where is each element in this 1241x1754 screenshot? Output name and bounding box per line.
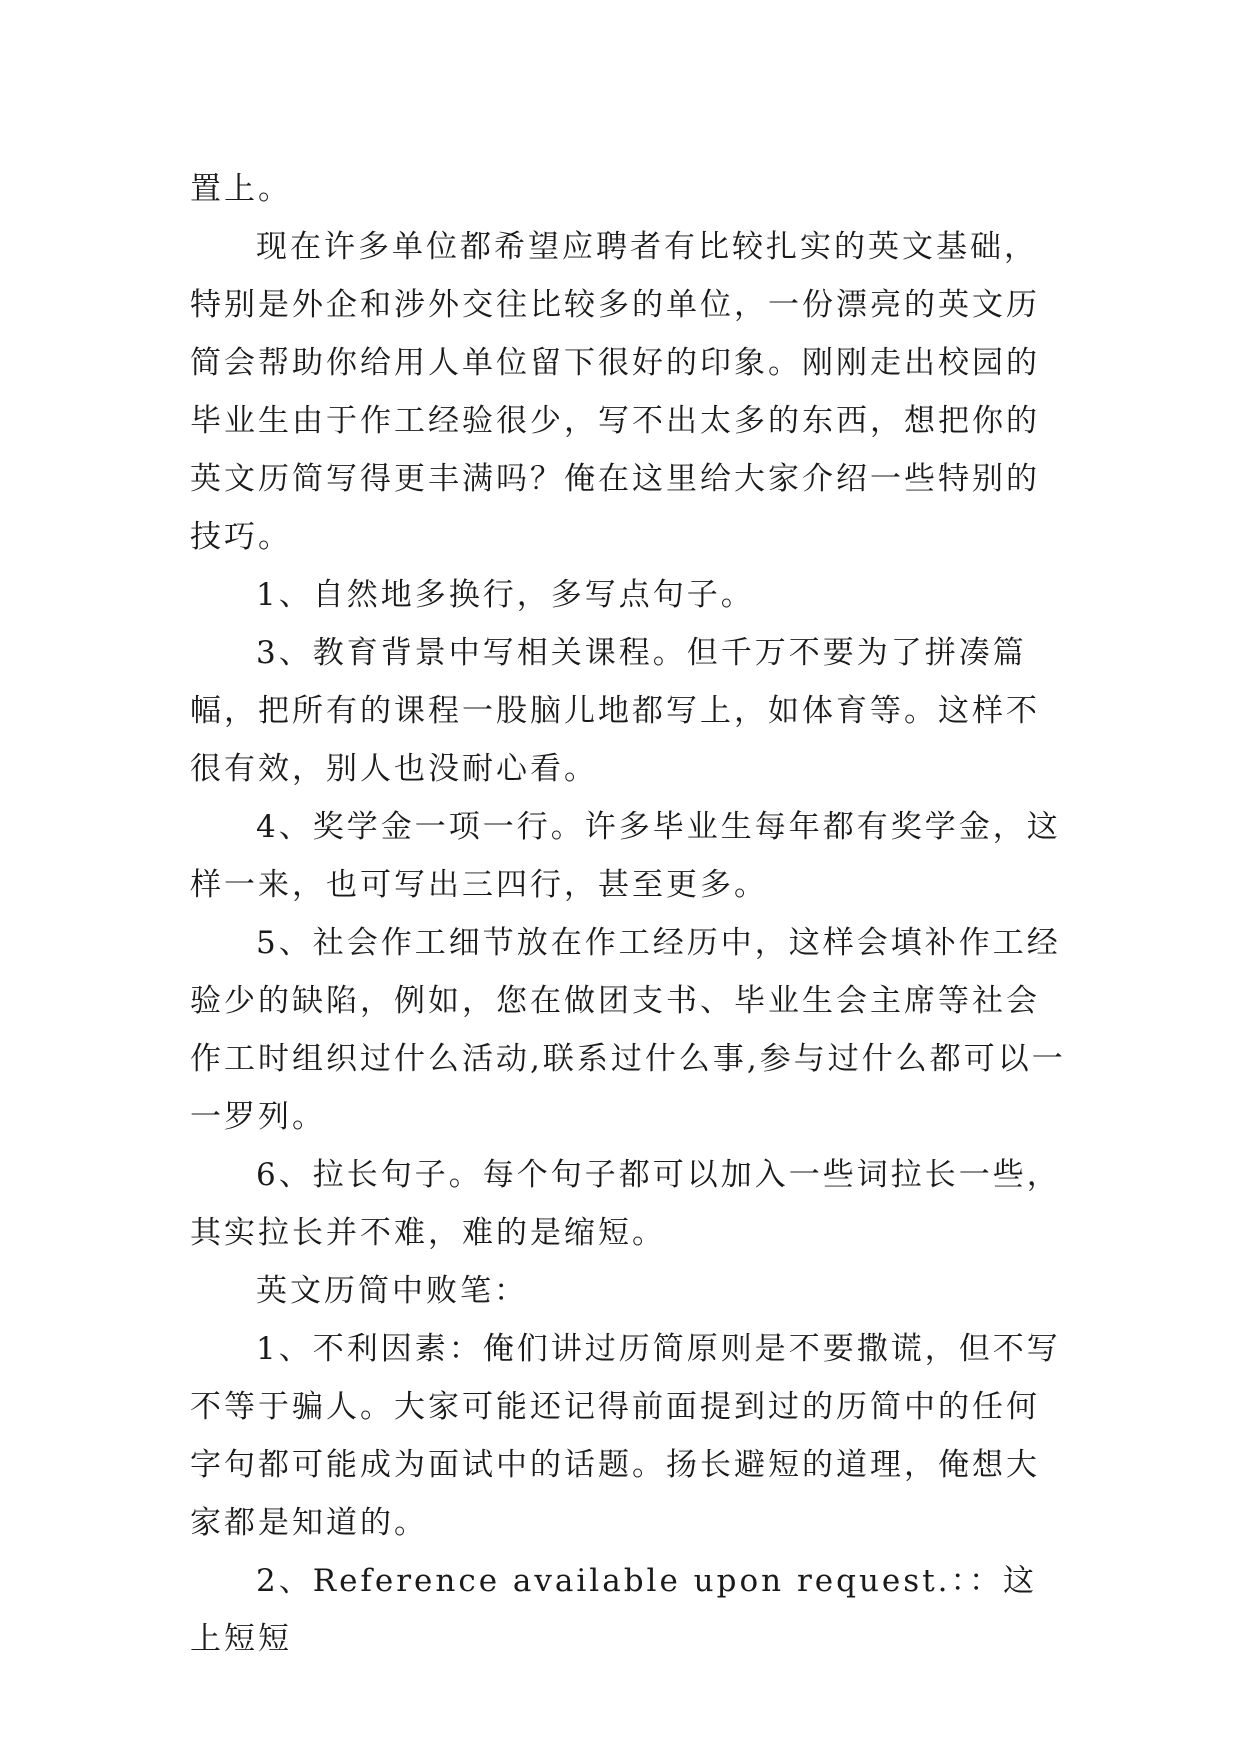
paragraph-tip-5: 5、社会作工细节放在作工经历中，这样会填补作工经验少的缺陷，例如，您在做团支书、毕业生会主席等社会作工时组织过什么活动,联系过什么事,参与过什么都可以一一罗列。 <box>190 925 1066 1135</box>
paragraph-tip-1: 1、自然地多换行，多写点句子。 <box>256 577 755 613</box>
paragraph-tip-3: 3、教育背景中写相关课程。但千万不要为了拼凑篇幅，把所有的课程一股脑儿地都写上，如体育等。这样不很有效，别人也没耐心看。 <box>190 635 1040 787</box>
paragraph-continuation: 置上。 <box>190 171 292 207</box>
document-body <box>190 160 1070 1668</box>
paragraph-mistake-1: 1、不利因素：俺们讲过历简原则是不要撒谎，但不写不等于骗人。大家可能还记得前面提到过的历简中的任何字句都可能成为面试中的话题。扬长避短的道理，俺想大家都是知道的。 <box>190 1331 1061 1541</box>
paragraph-mistake-2: 2、Reference available upon request.：：这上短短 <box>190 1563 1037 1657</box>
section-heading-mistakes: 英文历简中败笔： <box>256 1273 528 1309</box>
paragraph-tip-4: 4、奖学金一项一行。许多毕业生每年都有奖学金，这样一来，也可写出三四行，甚至更多。 <box>190 809 1061 903</box>
paragraph-tip-6: 6、拉长句子。每个句子都可以加入一些词拉长一些，其实拉长并不难，难的是缩短。 <box>190 1157 1061 1251</box>
paragraph-intro: 现在许多单位都希望应聘者有比较扎实的英文基础，特别是外企和涉外交往比较多的单位，一份漂亮的英文历简会帮助你给用人单位留下很好的印象。刚刚走出校园的毕业生由于作工经验很少，写不出太多的东西，想把你的英文历简写得更丰满吗？俺在这里给大家介绍一些特别的技巧。 <box>190 229 1040 555</box>
